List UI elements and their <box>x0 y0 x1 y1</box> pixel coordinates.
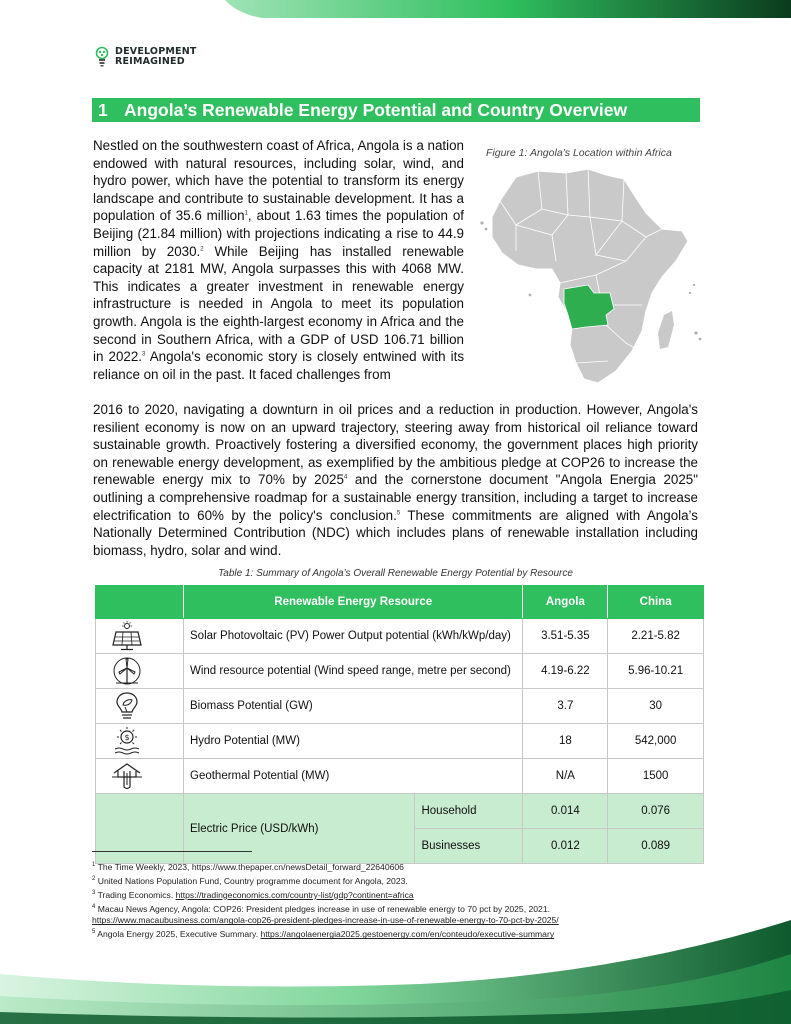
paragraph-text: Nestled on the southwestern coast of Africa, Angola is a nation endowed with natural resources, including solar, wind, and hydro power, which have the potential to transform its energy landscape and contribute to sustainable development. It has a population of 35.6 million <box>93 138 464 224</box>
paragraph-text: 2016 to 2020, navigating a downturn in oil prices and a reduction in production. However, Angola's resilient economy is now on an upward trajectory, steering away from historical oil reliance toward sustainable growth. Proactively fostering a diversified economy, the government places high priority on renewable energy development, as exemplified by the ambitious pledge at COP26 to increase the renewable energy mix to 70% by 2025 <box>93 402 698 488</box>
paragraph-text: These commitments are aligned with Angola’s Nationally Determined Contribution (NDC) which includes plans of renewable installation including biomass, hydro, solar and wind. <box>93 507 698 558</box>
development-reimagined-logo <box>94 46 197 68</box>
footnote-item: $^4$ Macau News Agency, Angola: COP26: President pledges increase in use of renewable energy to 70 pct by 2025, 2021. <box>92 903 550 914</box>
footnote-ref-1[interactable]: 1 <box>244 210 248 217</box>
footnote-item: $^3$ Trading Economics. https://tradingeconomics.com/country-list/gdp?continent=africa <box>92 889 414 900</box>
price-businesses-label: Businesses <box>415 829 523 864</box>
angola-value: 0.012 <box>523 829 608 864</box>
header-angola: Angola <box>523 586 608 619</box>
china-value: 1500 <box>608 759 704 794</box>
paragraph-text: Angola's economic story is closely entwined with its reliance on oil in the past. It faced challenges from <box>93 349 465 382</box>
table-row-price-household <box>96 794 704 829</box>
paragraph-text: and the cornerstone document "Angola Energia 2025" outlining a comprehensive roadmap for a sustainable energy transition, including a target to increase electrification to 60% by the policy's conclusion. <box>93 472 698 523</box>
footnote-ref-3[interactable]: 3 <box>142 351 146 358</box>
resource-name: Biomass Potential (GW) <box>184 689 523 724</box>
angola-value: 4.19-6.22 <box>523 654 608 689</box>
resource-name: Wind resource potential (Wind speed range, metre per second) <box>184 654 523 689</box>
table-row <box>96 689 704 724</box>
wind-turbine-icon <box>110 656 144 686</box>
china-value: 0.076 <box>608 794 704 829</box>
footnote-item: $^1$ The Time Weekly, 2023, https://www.thepaper.cn/newsDetail_forward_22640606 <box>92 861 404 872</box>
china-value: 2.21-5.82 <box>608 619 704 654</box>
table-caption: Table 1: Summary of Angola’s Overall Renewable Energy Potential by Resource <box>218 568 573 579</box>
table-row <box>96 759 704 794</box>
resource-name: Geothermal Potential (MW) <box>184 759 523 794</box>
paragraph-text: While Beijing has installed renewable capacity at 2181 MW, Angola surpasses this with 4068 MW. This indicates a greater investment in renewable energy infrastructure is needed in Angola to meet its population growth. Angola is the eighth-largest economy in Africa and the second in Southern Africa, with a GDP of USD 106.71 billion in 2022. <box>93 243 464 365</box>
header-icon-col <box>96 586 184 619</box>
renewable-energy-table <box>95 585 704 864</box>
africa-map-figure <box>476 165 706 397</box>
footnote-ref-5[interactable]: 5 <box>396 510 401 517</box>
price-household-label: Household <box>415 794 523 829</box>
svg-text:$: $ <box>124 733 130 742</box>
table-row <box>96 724 704 759</box>
madagascar-shape <box>658 311 674 349</box>
table-row <box>96 619 704 654</box>
electric-price-label: Electric Price (USD/kWh) <box>184 794 415 864</box>
footnote-item: $^5$ Angola Energy 2025, Executive Summary. https://angolaenergia2025.gestoenergy.com/en/conteudo/executive-summary <box>92 929 555 940</box>
biomass-bulb-icon <box>110 691 144 721</box>
angola-value: 18 <box>523 724 608 759</box>
body-paragraph-part-1 <box>93 137 464 383</box>
body-paragraph-part-2 <box>93 401 698 559</box>
lightbulb-logo-icon <box>94 46 110 68</box>
footnote-link[interactable]: https://angolaenergia2025.gestoenergy.com/en/conteudo/executive-summary <box>260 929 555 940</box>
bottom-decorative-wave <box>0 914 791 1024</box>
paragraph-text: , about 1.63 times the population of Beijing (21.84 million) with projections indicating a rise to 44.9 million by 2030. <box>93 208 464 259</box>
angola-value: 3.51-5.35 <box>523 619 608 654</box>
china-value: 542,000 <box>608 724 704 759</box>
resource-name: Hydro Potential (MW) <box>184 724 523 759</box>
section-number: 1 <box>98 100 108 120</box>
hydro-sun-water-icon <box>110 726 144 756</box>
section-title-text: Angola’s Renewable Energy Potential and Country Overview <box>124 100 628 120</box>
solar-panel-icon <box>110 621 144 651</box>
footnote-link[interactable]: https://tradingeconomics.com/country-list/gdp?continent=africa <box>175 889 414 900</box>
table-header-row <box>96 586 704 619</box>
angola-value: 3.7 <box>523 689 608 724</box>
table-row <box>96 654 704 689</box>
top-decorative-band <box>0 0 791 22</box>
section-heading <box>92 98 700 122</box>
footnote-divider <box>92 851 252 852</box>
logo-line-1: DEVELOPMENT <box>115 46 197 57</box>
geothermal-house-icon <box>110 761 144 791</box>
header-resource: Renewable Energy Resource <box>184 586 523 619</box>
footnote-ref-2[interactable]: 2 <box>200 246 204 253</box>
logo-line-2: REIMAGINED <box>115 56 185 67</box>
china-value: 0.089 <box>608 829 704 864</box>
figure-caption: Figure 1: Angola’s Location within Africa <box>486 147 672 159</box>
resource-name: Solar Photovoltaic (PV) Power Output potential (kWh/kWp/day) <box>184 619 523 654</box>
angola-value: 0.014 <box>523 794 608 829</box>
footnote-ref-4[interactable]: 4 <box>343 474 348 481</box>
footnote-item: $^2$ United Nations Population Fund, Country programme document for Angola, 2023. <box>92 875 408 886</box>
header-china: China <box>608 586 704 619</box>
angola-value: N/A <box>523 759 608 794</box>
footnote-link[interactable]: https://www.macaubusiness.com/angola-cop26-president-pledges-increase-in-use-of-renewable-energy-to-70-pct-by-2025/ <box>92 915 559 926</box>
china-value: 30 <box>608 689 704 724</box>
china-value: 5.96-10.21 <box>608 654 704 689</box>
